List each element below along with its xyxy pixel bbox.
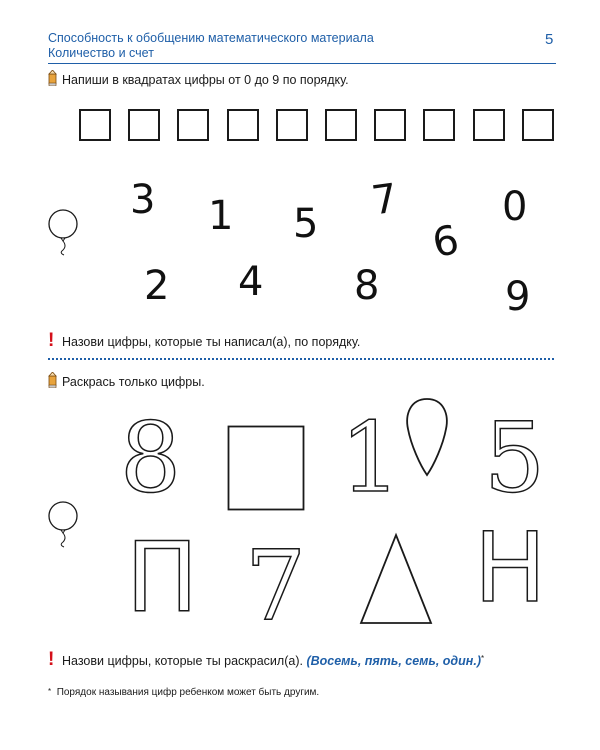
task1-instruction: Напиши в квадратах цифры от 0 до 9 по порядку. [62, 73, 349, 87]
footnote [48, 687, 319, 698]
outline-oval[interactable] [404, 397, 450, 477]
handwritten-digit: 6 [428, 216, 463, 268]
handwritten-digit: 5 [293, 201, 319, 247]
handwritten-digit: 2 [144, 263, 170, 309]
header-title-line2: Количество и счет [48, 46, 154, 60]
digit-box[interactable] [374, 109, 406, 141]
exclamation-icon: ! [48, 330, 55, 351]
outline-letter-n[interactable]: Н [474, 512, 547, 624]
pencil-icon [48, 372, 57, 388]
digit-box[interactable] [473, 109, 505, 141]
outline-digit-8[interactable]: 8 [120, 402, 182, 514]
handwritten-digit: 0 [502, 184, 528, 230]
outline-rectangle[interactable] [227, 425, 305, 511]
handwritten-digit: 8 [354, 263, 380, 309]
digit-box[interactable] [325, 109, 357, 141]
task4-instruction: Назови цифры, которые ты раскрасил(а). [62, 654, 303, 668]
handwritten-digit: 9 [505, 274, 531, 320]
outline-digit-1[interactable]: 1 [340, 402, 402, 514]
handwritten-digit: 3 [130, 177, 156, 223]
digit-box[interactable] [128, 109, 160, 141]
balloon-icon [46, 208, 80, 256]
balloon-icon [46, 500, 80, 548]
pencil-icon [48, 70, 57, 86]
digit-box[interactable] [423, 109, 455, 141]
header-title-line1: Способность к обобщению математического материала [48, 31, 374, 45]
handwritten-digit: 1 [208, 193, 234, 239]
outline-triangle[interactable] [358, 532, 434, 626]
handwritten-digit: 7 [368, 175, 401, 225]
digit-box[interactable] [177, 109, 209, 141]
footnote-marker: * [480, 654, 485, 663]
outline-letter-p[interactable]: П [126, 522, 199, 634]
page-number: 5 [545, 31, 554, 48]
section-divider [48, 358, 554, 360]
footnote-text: Порядок называния цифр ребенком может быть другим. [56, 687, 320, 698]
exclamation-icon: ! [48, 649, 55, 670]
digit-box[interactable] [522, 109, 554, 141]
outline-digit-7[interactable]: 7 [245, 530, 307, 642]
task2-instruction: Назови цифры, которые ты написал(а), по порядку. [62, 335, 361, 349]
task4-answer: (Восемь, пять, семь, один.) [306, 654, 481, 668]
digit-box[interactable] [79, 109, 111, 141]
footnote-mark: * [48, 687, 52, 696]
header-rule [48, 63, 556, 64]
outline-digit-5[interactable]: 5 [484, 402, 546, 514]
handwritten-digit: 4 [238, 259, 264, 305]
task4-line [62, 654, 484, 668]
digit-box[interactable] [276, 109, 308, 141]
task3-instruction: Раскрась только цифры. [62, 375, 205, 389]
digit-box[interactable] [227, 109, 259, 141]
